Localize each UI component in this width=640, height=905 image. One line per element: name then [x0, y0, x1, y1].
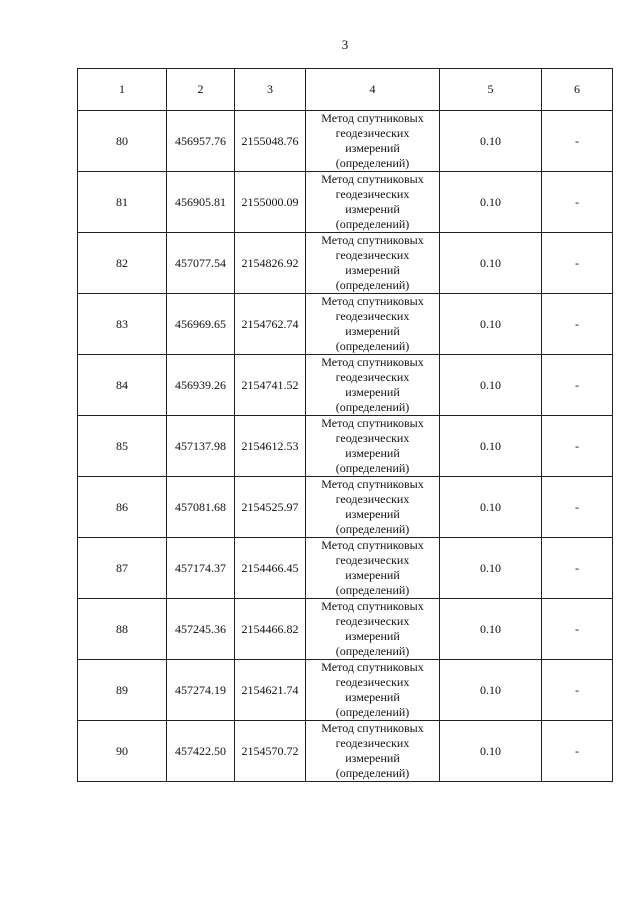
method-cell: Метод спутниковых геодезических измерений (определений): [306, 172, 440, 233]
accuracy-cell: 0.10: [440, 233, 542, 294]
point-number-cell: 85: [78, 416, 167, 477]
point-number-cell: 83: [78, 294, 167, 355]
point-number-cell: 81: [78, 172, 167, 233]
header-cell: 4: [306, 69, 440, 111]
y-coordinate-cell: 2154466.82: [235, 599, 306, 660]
note-cell: -: [542, 599, 613, 660]
y-coordinate-cell: 2154612.53: [235, 416, 306, 477]
coordinates-table: [77, 68, 613, 782]
note-cell: -: [542, 355, 613, 416]
x-coordinate-cell: 456969.65: [167, 294, 235, 355]
table-body: [78, 69, 613, 782]
y-coordinate-cell: 2154621.74: [235, 660, 306, 721]
point-number-cell: 87: [78, 538, 167, 599]
x-coordinate-cell: 457077.54: [167, 233, 235, 294]
y-coordinate-cell: 2154762.74: [235, 294, 306, 355]
method-cell: Метод спутниковых геодезических измерений (определений): [306, 233, 440, 294]
table-row: [78, 660, 613, 721]
accuracy-cell: 0.10: [440, 172, 542, 233]
point-number-cell: 89: [78, 660, 167, 721]
table-row: [78, 355, 613, 416]
accuracy-cell: 0.10: [440, 477, 542, 538]
header-cell: 5: [440, 69, 542, 111]
method-cell: Метод спутниковых геодезических измерений (определений): [306, 660, 440, 721]
y-coordinate-cell: 2154466.45: [235, 538, 306, 599]
note-cell: -: [542, 294, 613, 355]
note-cell: -: [542, 172, 613, 233]
method-cell: Метод спутниковых геодезических измерений (определений): [306, 294, 440, 355]
x-coordinate-cell: 457137.98: [167, 416, 235, 477]
header-cell: 1: [78, 69, 167, 111]
x-coordinate-cell: 457081.68: [167, 477, 235, 538]
note-cell: -: [542, 233, 613, 294]
header-cell: 6: [542, 69, 613, 111]
method-cell: Метод спутниковых геодезических измерений (определений): [306, 416, 440, 477]
x-coordinate-cell: 456957.76: [167, 111, 235, 172]
point-number-cell: 88: [78, 599, 167, 660]
table-row: [78, 477, 613, 538]
table-row: [78, 599, 613, 660]
table-row: [78, 111, 613, 172]
method-cell: Метод спутниковых геодезических измерений (определений): [306, 477, 440, 538]
method-cell: Метод спутниковых геодезических измерений (определений): [306, 721, 440, 782]
y-coordinate-cell: 2154826.92: [235, 233, 306, 294]
table-row: [78, 294, 613, 355]
y-coordinate-cell: 2154741.52: [235, 355, 306, 416]
method-cell: Метод спутниковых геодезических измерений (определений): [306, 538, 440, 599]
note-cell: -: [542, 660, 613, 721]
x-coordinate-cell: 457274.19: [167, 660, 235, 721]
header-cell: 2: [167, 69, 235, 111]
point-number-cell: 80: [78, 111, 167, 172]
method-cell: Метод спутниковых геодезических измерений (определений): [306, 599, 440, 660]
table-row: [78, 721, 613, 782]
table-row: [78, 538, 613, 599]
x-coordinate-cell: 457174.37: [167, 538, 235, 599]
accuracy-cell: 0.10: [440, 599, 542, 660]
y-coordinate-cell: 2154525.97: [235, 477, 306, 538]
point-number-cell: 82: [78, 233, 167, 294]
note-cell: -: [542, 538, 613, 599]
accuracy-cell: 0.10: [440, 355, 542, 416]
page-number: 3: [341, 37, 349, 52]
header-cell: 3: [235, 69, 306, 111]
method-cell: Метод спутниковых геодезических измерений (определений): [306, 111, 440, 172]
note-cell: -: [542, 477, 613, 538]
accuracy-cell: 0.10: [440, 416, 542, 477]
x-coordinate-cell: 456905.81: [167, 172, 235, 233]
y-coordinate-cell: 2154570.72: [235, 721, 306, 782]
x-coordinate-cell: 457422.50: [167, 721, 235, 782]
table-row: [78, 416, 613, 477]
x-coordinate-cell: 456939.26: [167, 355, 235, 416]
point-number-cell: 86: [78, 477, 167, 538]
accuracy-cell: 0.10: [440, 660, 542, 721]
table-row: [78, 172, 613, 233]
point-number-cell: 90: [78, 721, 167, 782]
table-row: [78, 233, 613, 294]
y-coordinate-cell: 2155000.09: [235, 172, 306, 233]
accuracy-cell: 0.10: [440, 538, 542, 599]
accuracy-cell: 0.10: [440, 111, 542, 172]
y-coordinate-cell: 2155048.76: [235, 111, 306, 172]
accuracy-cell: 0.10: [440, 721, 542, 782]
note-cell: -: [542, 721, 613, 782]
note-cell: -: [542, 111, 613, 172]
method-cell: Метод спутниковых геодезических измерений (определений): [306, 355, 440, 416]
table-header-row: [78, 69, 613, 111]
point-number-cell: 84: [78, 355, 167, 416]
accuracy-cell: 0.10: [440, 294, 542, 355]
x-coordinate-cell: 457245.36: [167, 599, 235, 660]
note-cell: -: [542, 416, 613, 477]
